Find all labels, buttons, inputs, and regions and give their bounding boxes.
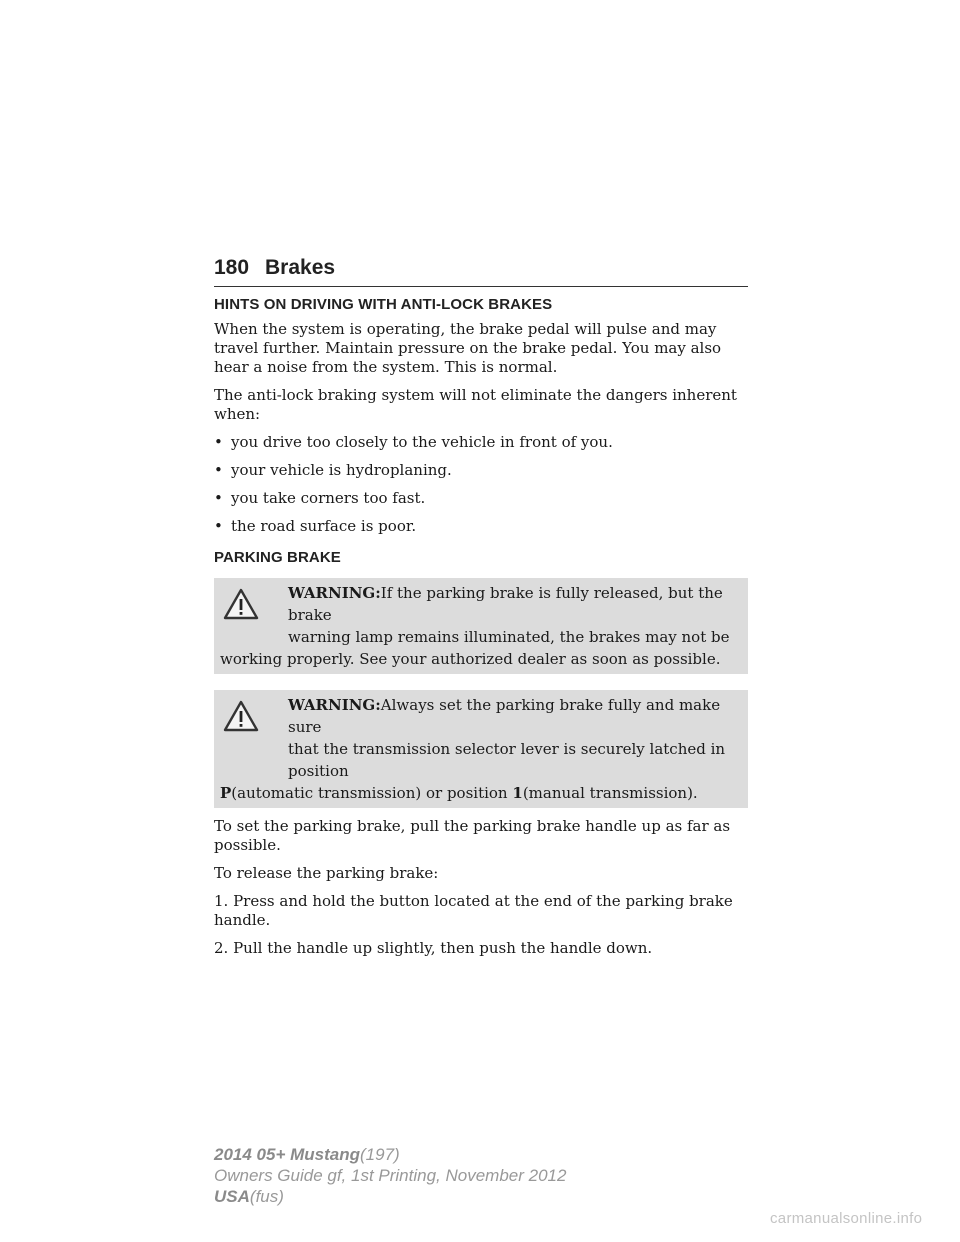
warning-label: WARNING:	[288, 696, 381, 714]
list-item	[214, 461, 748, 480]
list-item-text: you take corners too fast.	[231, 489, 426, 507]
bullet-icon: •	[214, 433, 223, 451]
step-2: 2. Pull the handle up slightly, then push the handle down.	[214, 939, 653, 957]
footer-line-1	[214, 1144, 566, 1165]
list-item-text: your vehicle is hydroplaning.	[231, 461, 452, 479]
warning-label: WARNING:	[288, 584, 381, 602]
position-p: P	[220, 784, 232, 802]
bullet-icon: •	[214, 461, 223, 479]
warning-text: (automatic transmission) or position	[231, 784, 508, 802]
page-content	[214, 296, 748, 967]
paragraph-system-operating: When the system is operating, the brake pedal will pulse and may travel further. Maintain pressure on the brake pedal. You may also hear a noise from the system. This is normal.	[214, 320, 722, 376]
footer-market: USA	[214, 1187, 250, 1206]
paragraph-release-brake: To release the parking brake:	[214, 864, 439, 882]
footer-page-ref: (197)	[360, 1145, 400, 1164]
warning-triangle-icon	[223, 588, 259, 620]
warning-line: working properly. See your authorized dealer as soon as possible.	[220, 650, 721, 668]
paragraph-set-brake: To set the parking brake, pull the parking brake handle up as far as possible.	[214, 817, 731, 854]
footer-market-code: (fus)	[249, 1187, 284, 1206]
warning-line	[220, 782, 742, 804]
warning-box	[214, 690, 748, 808]
list-item-text: the road surface is poor.	[231, 517, 417, 535]
list-item	[214, 517, 748, 536]
warning-text: (manual transmission).	[522, 784, 698, 802]
footer-line-3	[214, 1186, 566, 1207]
heading-parking-brake: PARKING BRAKE	[214, 549, 341, 566]
page-number: 180	[214, 256, 250, 279]
warning-text: If the parking brake is fully released, but the brake	[288, 584, 723, 624]
list-item	[214, 489, 748, 508]
bullet-icon: •	[214, 489, 223, 507]
warning-line	[220, 582, 742, 626]
page-footer	[214, 1144, 566, 1207]
warning-box	[214, 578, 748, 674]
step-1: 1. Press and hold the button located at the end of the parking brake handle.	[214, 892, 733, 929]
page-header	[214, 256, 748, 287]
list-item	[214, 433, 748, 452]
warning-line	[220, 694, 742, 738]
warning-triangle-icon	[223, 700, 259, 732]
section-title: Brakes	[265, 256, 336, 279]
position-1: 1	[512, 784, 523, 802]
heading-anti-lock-hints: HINTS ON DRIVING WITH ANTI-LOCK BRAKES	[214, 296, 553, 313]
paragraph-dangers: The anti-lock braking system will not eliminate the dangers inherent when:	[214, 386, 737, 423]
list-item-text: you drive too closely to the vehicle in front of you.	[231, 433, 613, 451]
warning-line: warning lamp remains illuminated, the brakes may not be	[288, 628, 730, 646]
bullet-icon: •	[214, 517, 223, 535]
watermark: carmanualsonline.info	[770, 1210, 923, 1227]
warning-line: that the transmission selector lever is securely latched in position	[288, 740, 726, 780]
footer-line-2: Owners Guide gf, 1st Printing, November 2012	[214, 1166, 567, 1185]
warning-text: Always set the parking brake fully and make sure	[288, 696, 721, 736]
footer-model: 2014 05+ Mustang	[214, 1145, 360, 1164]
